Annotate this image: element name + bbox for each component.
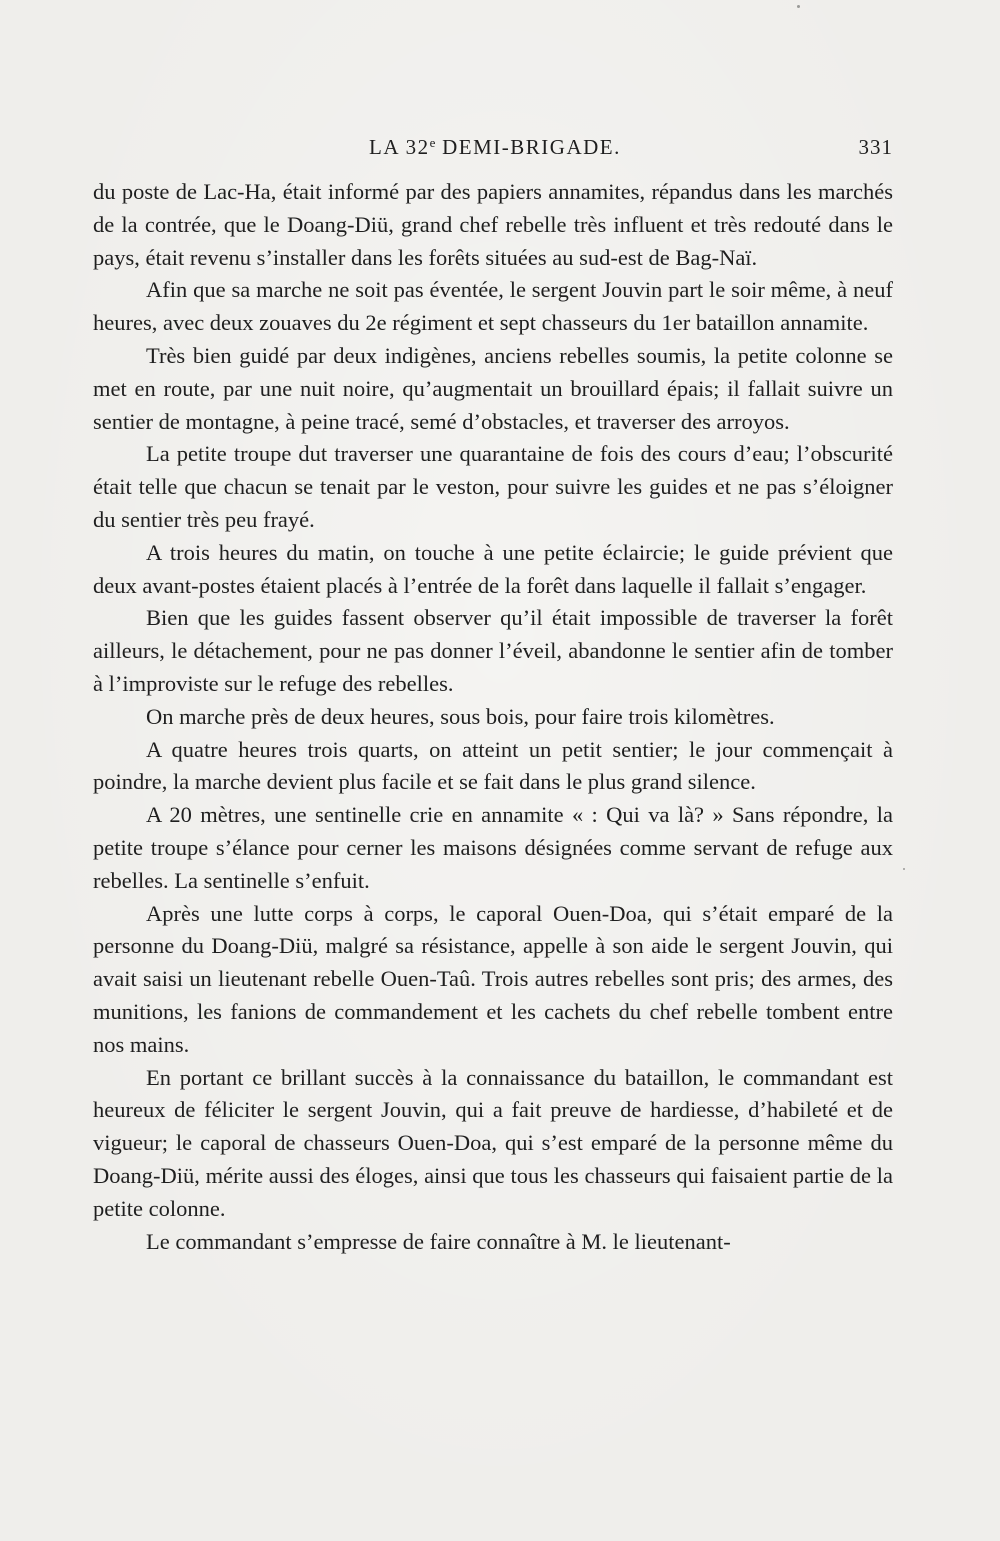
paragraph-1: du poste de Lac-Ha, était informé par des papiers annamites, répandus dans les marchés de la contrée, que le Doang-Diü, grand chef rebelle très influent et très redouté dans le pays, était revenu s’installer dans les forêts situées au sud-est de Bag-Naï.	[93, 179, 893, 270]
paper-speck	[903, 868, 905, 870]
running-title-start: LA 32	[369, 135, 430, 159]
page-number: 331	[858, 135, 893, 159]
paragraph-11: En portant ce brillant succès à la connaissance du bataillon, le commandant est heureux de féliciter le sergent Jouvin, qui a fait preuve de hardiesse, d’habileté et de vigueur; le caporal de chasseurs Ouen-Doa, qui s’est emparé de la personne même du Doang-Diü, mérite aussi des éloges, ainsi que tous les chasseurs qui faisaient partie de la petite colonne.	[93, 1064, 893, 1221]
body-text	[93, 176, 893, 1258]
paragraph-6: Bien que les guides fassent observer qu’il était impossible de traverser la forêt ailleurs, le détachement, pour ne pas donner l’éveil, abandonne le sentier afin de tomber à l’improviste sur le refuge des rebelles.	[93, 605, 893, 696]
paragraph-3: Très bien guidé par deux indigènes, anciens rebelles soumis, la petite colonne se met en route, par une nuit noire, qu’augmentait un brouillard épais; il fallait suivre un sentier de montagne, à peine tracé, semé d’obstacles, et traverser des arroyos.	[93, 342, 893, 434]
paper-speck	[797, 5, 800, 8]
running-title	[369, 135, 621, 160]
paragraph-9: A 20 mètres, une sentinelle crie en annamite « : Qui va là? » Sans répondre, la petite troupe s’élance pour cerner les maisons désignées comme servant de refuge aux rebelles. La sentinelle s’enfuit.	[93, 802, 893, 893]
paragraph-4: La petite troupe dut traverser une quarantaine de fois des cours d’eau; l’obscurité était telle que chacun se tenait par le veston, pour suivre les guides et ne pas s’éloigner du sentier très peu frayé.	[93, 441, 893, 532]
paragraph-12: Le commandant s’empresse de faire connaître à M. le lieutenant-	[146, 1228, 731, 1254]
paragraph-10: Après une lutte corps à corps, le caporal Ouen-Doa, qui s’était emparé de la personne du Doang-Diü, malgré sa résistance, appelle à son aide le sergent Jouvin, qui avait saisi un lieutenant rebelle Ouen-Taû. Trois autres rebelles sont pris; des armes, des munitions, les fanions de commandement et les cachets du chef rebelle tombent entre nos mains.	[93, 900, 893, 1057]
paragraph-7: On marche près de deux heures, sous bois, pour faire trois kilomètres.	[146, 703, 775, 729]
running-title-superscript: e	[429, 135, 436, 150]
running-header	[93, 135, 893, 167]
paragraph-8: A quatre heures trois quarts, on atteint un petit sentier; le jour commençait à poindre, la marche devient plus facile et se fait dans le plus grand silence.	[93, 736, 893, 795]
paragraph-5: A trois heures du matin, on touche à une petite éclaircie; le guide prévient que deux avant-postes étaient placés à l’entrée de la forêt dans laquelle il fallait s’engager.	[93, 539, 893, 598]
running-title-end: DEMI-BRIGADE.	[435, 135, 621, 159]
paragraph-2: Afin que sa marche ne soit pas éventée, le sergent Jouvin part le soir même, à neuf heures, avec deux zouaves du 2e régiment et sept chasseurs du 1er bataillon annamite.	[93, 277, 893, 336]
